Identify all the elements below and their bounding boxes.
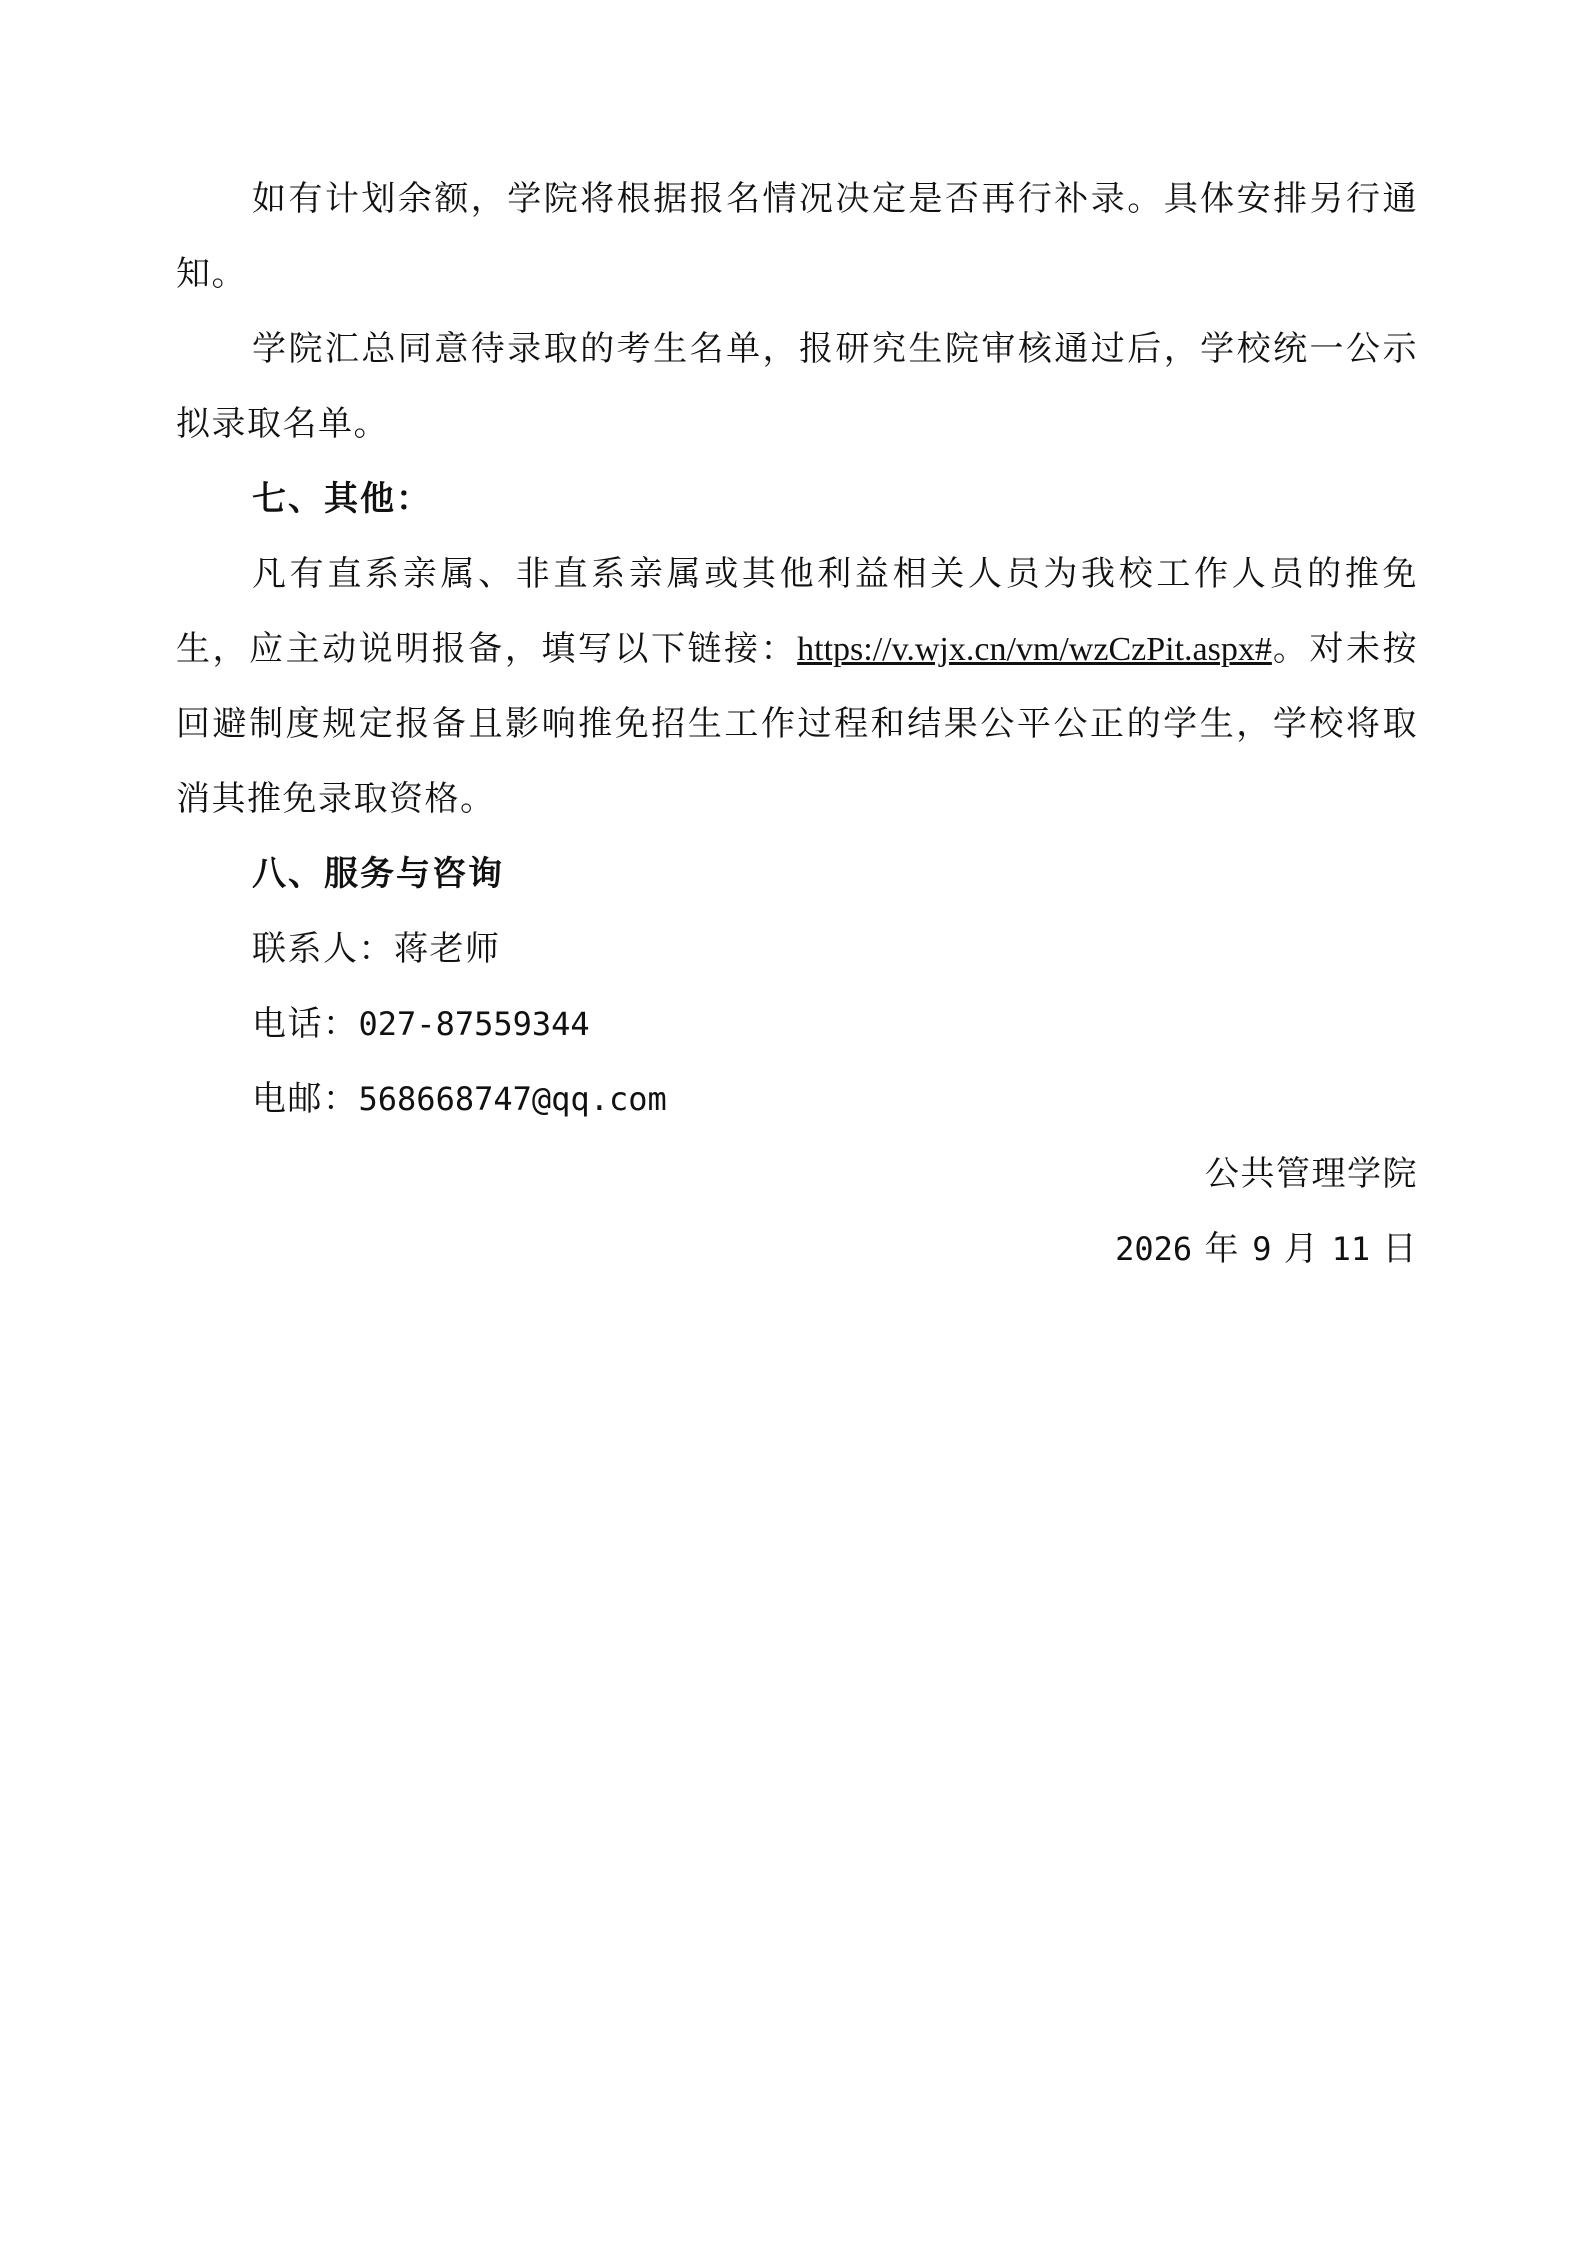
contact-person-line: [176, 912, 1418, 987]
paragraph-admission-list: 学院汇总同意待录取的考生名单，报研究生院审核通过后，学校统一公示拟录取名单。: [176, 329, 1418, 444]
date-month-unit: 月: [1271, 1229, 1332, 1269]
email-address: 568668747@qq.com: [358, 1080, 667, 1118]
contact-name: 蒋老师: [394, 929, 501, 969]
date-year-unit: 年: [1192, 1229, 1253, 1269]
date-day-unit: 日: [1370, 1229, 1418, 1269]
paragraph-recusal-report: [176, 537, 1418, 837]
phone-line: [176, 987, 1418, 1062]
section-heading-other: 七、其他：: [252, 479, 432, 519]
email-label: 电邮：: [252, 1079, 359, 1119]
recusal-text-end: 。对未按回避制度规定报备且影响推免招生工作过程和结果公平公正的学生，学校将取消其推免录取资格。: [176, 629, 1419, 819]
paragraph-supplementary-admission: 如有计划余额，学院将根据报名情况决定是否再行补录。具体安排另行通知。: [176, 179, 1418, 294]
phone-label: 电话：: [252, 1004, 359, 1044]
phone-number: 027-87559344: [358, 1005, 590, 1043]
contact-label: 联系人：: [252, 929, 394, 969]
date-year: 2026: [1115, 1230, 1193, 1268]
date-month: 9: [1252, 1230, 1272, 1268]
report-form-link[interactable]: https://v.wjx.cn/vm/wzCzPit.aspx#: [797, 631, 1272, 668]
document-body: [176, 162, 1418, 1287]
signature-date: [176, 1212, 1418, 1287]
section-heading-service: 八、服务与咨询: [252, 854, 504, 894]
recusal-text-start: 凡有直系亲属、非直系亲属或其他利益相关人员为我校工作人员的推免生，应主动说明报备，填写以下链接：: [176, 554, 1418, 669]
email-line: [176, 1062, 1418, 1137]
signature-organization: 公共管理学院: [1205, 1154, 1418, 1194]
date-day: 11: [1331, 1230, 1371, 1268]
